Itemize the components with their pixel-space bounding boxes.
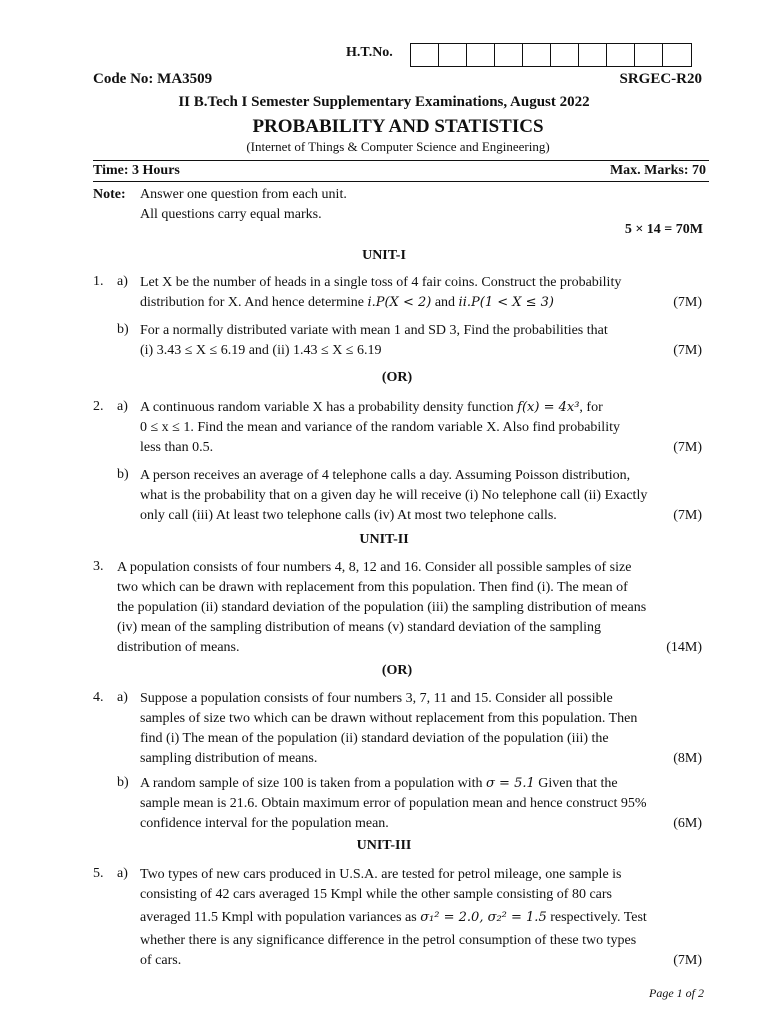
marks-label: (8M)	[673, 751, 702, 766]
ht-box	[495, 44, 523, 66]
question-2b	[140, 466, 702, 526]
question-1b-label: b)	[117, 322, 129, 337]
text-line: A random sample of size 100 is taken from a population with	[140, 776, 487, 791]
question-5a-label: a)	[117, 866, 128, 881]
question-5a	[140, 865, 702, 971]
math-expression: i.P(X < 2)	[367, 295, 432, 310]
text-fragment: respectively. Test	[546, 910, 647, 925]
text-line: For a normally distributed variate with mean 1 and SD 3, Find the probabilities that	[140, 323, 608, 338]
text-line: averaged 11.5 Kmpl with population variances as	[140, 910, 421, 925]
marks-label: (7M)	[673, 508, 702, 523]
math-expression: σ₁² = 2.0, σ₂² = 1.5	[420, 910, 547, 925]
regulation: SRGEC-R20	[619, 71, 702, 87]
marks-label: (6M)	[673, 816, 702, 831]
text-line: (iv) mean of the sampling distribution of means (v) standard deviation of the sampling	[117, 620, 602, 635]
page-number: Page 1 of 2	[649, 986, 704, 1000]
text-fragment: , for	[579, 400, 603, 415]
text-line: sampling distribution of means.	[140, 751, 318, 766]
text-line: A person receives an average of 4 telephone calls a day. Assuming Poisson distribution,	[140, 468, 631, 483]
marks-label: (7M)	[673, 953, 702, 968]
text-line: confidence interval for the population mean.	[140, 816, 389, 831]
note-label: Note:	[93, 187, 126, 202]
math-expression: ii.P(1 < X ≤ 3)	[458, 295, 554, 310]
question-5-number: 5.	[93, 866, 104, 881]
text-line: A continuous random variable X has a probability density function	[140, 400, 518, 415]
text-line: whether there is any significance difference in the petrol consumption of these two types	[140, 933, 637, 948]
text-line: A population consists of four numbers 4, 8, 12 and 16. Consider all possible samples of size	[117, 560, 632, 575]
question-2a	[140, 398, 702, 458]
text-line: Let X be the number of heads in a single toss of 4 fair coins. Construct the probability	[140, 275, 622, 290]
note-line-2: All questions carry equal marks.	[140, 207, 322, 222]
math-expression: σ = 5.1	[486, 776, 535, 791]
marks-label: (7M)	[673, 343, 702, 358]
text-line: what is the probability that on a given day he will receive (i) No telephone call (ii) Exactly	[140, 488, 648, 503]
ht-box	[607, 44, 635, 66]
branch: (Internet of Things & Computer Science and Engineering)	[246, 139, 550, 154]
text-line: find (i) The mean of the population (ii) standard deviation of the population (iii) the	[140, 731, 609, 746]
text-line: two which can be drawn with replacement from this population. Then find (i). The mean of	[117, 580, 628, 595]
divider-top	[93, 160, 709, 161]
ht-box	[467, 44, 495, 66]
or-separator: (OR)	[381, 663, 413, 678]
text-fragment: and	[431, 295, 459, 310]
text-line: 0 ≤ x ≤ 1. Find the mean and variance of the random variable X. Also find probability	[140, 420, 620, 435]
text-line: less than 0.5.	[140, 440, 214, 455]
text-line: only call (iii) At least two telephone calls (iv) At most two telephone calls.	[140, 508, 557, 523]
question-3	[117, 558, 702, 658]
unit-3-heading: UNIT-III	[356, 838, 412, 853]
max-marks: Max. Marks: 70	[609, 163, 706, 178]
question-4b-label: b)	[117, 775, 129, 790]
question-4a-label: a)	[117, 690, 128, 705]
marks-label: (7M)	[673, 440, 702, 455]
question-2-number: 2.	[93, 399, 104, 414]
question-1-number: 1.	[93, 274, 104, 289]
text-line: of cars.	[140, 953, 182, 968]
math-expression: f(x) = 4x³	[517, 400, 580, 415]
text-line: sample mean is 21.6. Obtain maximum error of population mean and hence construct 95%	[140, 796, 647, 811]
text-line: (i) 3.43 ≤ X ≤ 6.19 and (ii) 1.43 ≤ X ≤ 6.19	[140, 343, 382, 358]
question-1b	[140, 321, 702, 361]
question-1a-label: a)	[117, 274, 128, 289]
text-line: consisting of 42 cars averaged 15 Kmpl while the other sample consisting of 80 cars	[140, 887, 612, 902]
text-line: distribution of means.	[117, 640, 240, 655]
question-4a	[140, 689, 702, 769]
text-line: samples of size two which can be drawn without replacement from this population. Then	[140, 711, 638, 726]
ht-box	[439, 44, 467, 66]
code-number: Code No: MA3509	[93, 71, 213, 87]
unit-1-heading: UNIT-I	[362, 248, 406, 263]
ht-box	[663, 44, 691, 66]
time-label: Time: 3 Hours	[93, 163, 180, 178]
note-line-1: Answer one question from each unit.	[140, 187, 347, 202]
marks-label: (14M)	[666, 640, 702, 655]
or-separator: (OR)	[381, 370, 413, 385]
text-line: Two types of new cars produced in U.S.A. are tested for petrol mileage, one sample is	[140, 867, 622, 882]
ht-box	[523, 44, 551, 66]
text-line: Suppose a population consists of four numbers 3, 7, 11 and 15. Consider all possible	[140, 691, 613, 706]
marks-scheme: 5 × 14 = 70M	[624, 222, 703, 237]
text-line: distribution for X. And hence determine	[140, 295, 368, 310]
divider-bottom	[93, 181, 709, 182]
question-3-number: 3.	[93, 559, 104, 574]
text-fragment: Given that the	[534, 776, 618, 791]
question-4b	[140, 774, 702, 834]
question-4-number: 4.	[93, 690, 104, 705]
question-2b-label: b)	[117, 467, 129, 482]
ht-box	[635, 44, 663, 66]
ht-box	[411, 44, 439, 66]
hall-ticket-label: H.T.No.	[346, 45, 393, 60]
text-line: the population (ii) standard deviation of the population (iii) the sampling distribution of means	[117, 600, 647, 615]
subject-title: PROBABILITY AND STATISTICS	[252, 116, 544, 137]
ht-box	[579, 44, 607, 66]
hall-ticket-boxes	[410, 43, 692, 67]
marks-label: (7M)	[673, 295, 702, 310]
exam-title: II B.Tech I Semester Supplementary Examinations, August 2022	[178, 94, 590, 110]
unit-2-heading: UNIT-II	[359, 532, 409, 547]
question-2a-label: a)	[117, 399, 128, 414]
question-1a	[140, 273, 702, 313]
ht-box	[551, 44, 579, 66]
